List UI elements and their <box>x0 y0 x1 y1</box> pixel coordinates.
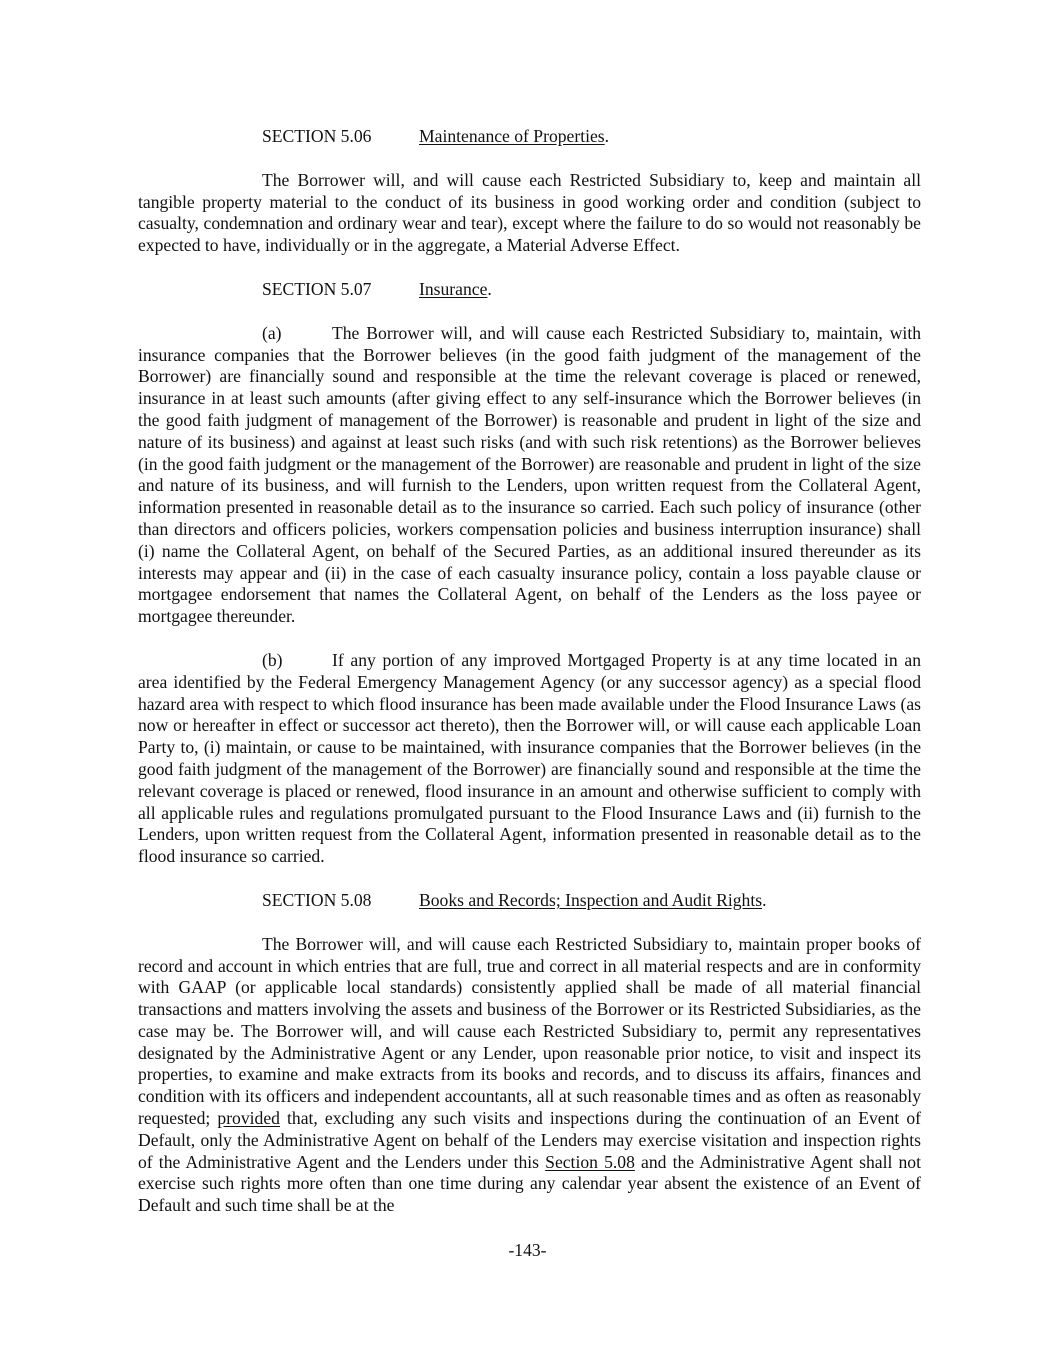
section-5-07-clause-b <box>138 650 921 868</box>
section-number: SECTION 5.06 <box>262 126 372 146</box>
section-title: Insurance <box>419 278 488 299</box>
page-number: -143- <box>508 1240 547 1260</box>
section-title-period: . <box>487 278 492 299</box>
section-reference: Section 5.08 <box>545 1151 635 1172</box>
clause-label: (a) <box>262 322 282 343</box>
provided-term: provided <box>217 1108 280 1129</box>
section-5-07-heading <box>138 279 921 301</box>
section-5-07-clause-a <box>138 323 921 628</box>
section-number: SECTION 5.08 <box>262 889 372 910</box>
section-5-08-heading <box>138 890 921 912</box>
document-page <box>138 126 921 1239</box>
section-title: Maintenance of Properties <box>419 126 605 146</box>
paragraph-text-part-2: that, excluding any such visits and inspections during the continuation of an Event of Default, only the Administrative Agent on behalf of the Lenders may exercise visitation and inspection rights of the Administrative Agent and the Lenders under this <box>138 1108 921 1172</box>
section-5-06-heading <box>138 126 921 148</box>
section-5-06-paragraph: The Borrower will, and will cause each Restricted Subsidiary to, keep and maintain all tangible property material to the conduct of its business in good working order and condition (subject to casualty, condemnation and ordinary wear and tear), except where the failure to do so would not reasonably be expected to have, individually or in the aggregate, a Material Adverse Effect. <box>138 169 921 256</box>
section-title-period: . <box>762 889 767 910</box>
clause-label: (b) <box>262 649 283 670</box>
paragraph-text-part-3: and the Administrative Agent shall not exercise such rights more often than one time during any calendar year absent the existence of an Event of Default and such time shall be at the <box>138 1151 921 1216</box>
section-number: SECTION 5.07 <box>262 278 372 299</box>
section-title: Books and Records; Inspection and Audit Rights <box>419 889 763 910</box>
clause-text: If any portion of any improved Mortgaged Property is at any time located in an area identified by the Federal Emergency Management Agency (or any successor agency) as a special flood hazard area with respect to which flood insurance has been made available under the Flood Insurance Laws (as now or hereafter in effect or successor act thereto), then the Borrower will, or will cause each applicable Loan Party to, (i) maintain, or cause to be maintained, with insurance companies that the Borrower believes (in the good faith judgment of the management of the Borrower) are financially sound and responsible at the time the relevant coverage is placed or renewed, flood insurance in an amount and otherwise sufficient to comply with all applicable rules and regulations promulgated pursuant to the Flood Insurance Laws and (ii) furnish to the Lenders, upon written request from the Collateral Agent, information presented in reasonable detail as to the flood insurance so carried. <box>138 649 921 867</box>
section-title-period: . <box>604 126 610 146</box>
clause-text: The Borrower will, and will cause each Restricted Subsidiary to, maintain, with insurance companies that the Borrower believes (in the good faith judgment of the management of the Borrower) are financially sound and responsible at the time the relevant coverage is placed or renewed, insurance in at least such amounts (after giving effect to any self-insurance which the Borrower believes (in the good faith judgment of management of the Borrower) is reasonable and prudent in light of the size and nature of its business) and against at least such risks (and with such risk retentions) as the Borrower believes (in the good faith judgment or the management of the Borrower) are reasonable and prudent in light of the size and nature of its business, and will furnish to the Lenders, upon written request from the Collateral Agent, information presented in reasonable detail as to the insurance so carried. Each such policy of insurance (other than directors and officers policies, workers compensation policies and business interruption insurance) shall (i) name the Collateral Agent, on behalf of the Secured Parties, as an additional insured thereunder as its interests may appear and (ii) in the case of each casualty insurance policy, contain a loss payable clause or mortgagee endorsement that names the Collateral Agent, on behalf of the Lenders as the loss payee or mortgagee thereunder. <box>138 322 921 627</box>
paragraph-text-part-1: The Borrower will, and will cause each Restricted Subsidiary to, maintain proper books of record and account in which entries that are full, true and correct in all material respects and are in conformity with GAAP (or applicable local standards) consistently applied shall be made of all material financial transactions and matters involving the assets and business of the Borrower or its Restricted Subsidiaries, as the case may be. The Borrower will, and will cause each Restricted Subsidiary to, permit any representatives designated by the Administrative Agent or any Lender, upon reasonable prior notice, to visit and inspect its properties, to examine and make extracts from its books and records, and to discuss its affairs, finances and condition with its officers and independent accountants, all at such reasonable times and as often as reasonably requested; <box>138 933 921 1129</box>
section-5-08-paragraph <box>138 934 921 1217</box>
